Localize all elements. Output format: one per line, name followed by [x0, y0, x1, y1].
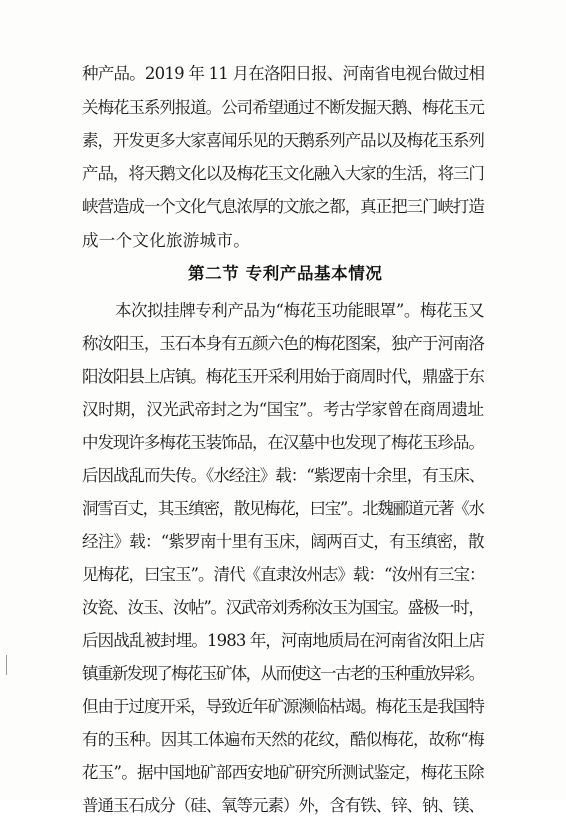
text-line: 汉时期，汉光武帝封之为“国宝”。考古学家曾在商周遗址 — [82, 400, 484, 419]
text-line: 后因战乱而失传。《水经注》载：“紫逻南十余里，有玉床、 — [82, 466, 485, 485]
text-line: 汝瓷、汝玉、汝帖”。汉武帝刘秀称汝玉为国宝。盛极一时， — [82, 598, 484, 617]
scan-margin-mark — [6, 655, 7, 675]
text-line: 经注》载：“紫罗南十里有玉床，阔两百丈，有玉缜密，散 — [82, 532, 484, 551]
text-line: 普通玉石成分（硅、氧等元素）外，含有铁、锌、钠、镁、 — [82, 796, 484, 815]
text-line: 称汝阳玉，玉石本身有五颜六色的梅花图案，独产于河南洛 — [82, 334, 484, 353]
text-line: 阳汝阳县上店镇。梅花玉开采利用始于商周时代，鼎盛于东 — [82, 367, 484, 386]
text-line: 有的玉种。因其工体遍布天然的花纹，酷似梅花，故称“梅 — [82, 730, 484, 749]
text-line: 花玉”。据中国地矿部西安地矿研究所测试鉴定，梅花玉除 — [82, 763, 484, 782]
text-line: 洞雪百丈，其玉缜密，散见梅花，曰宝”。北魏郦道元著《水 — [82, 499, 484, 518]
text-line: 关梅花玉系列报道。公司希望通过不断发掘天鹅、梅花玉元 — [82, 98, 484, 117]
text-line: 种产品。2019 年 11 月在洛阳日报、河南省电视台做过相 — [82, 64, 485, 83]
text-line: 成一个文化旅游城市。 — [82, 231, 250, 250]
text-line: 本次拟挂牌专利产品为“梅花玉功能眼罩”。梅花玉又 — [115, 301, 485, 320]
text-line: 素，开发更多大家喜闻乐见的天鹅系列产品以及梅花玉系列 — [82, 131, 484, 150]
text-line: 见梅花，曰宝玉”。清代《直隶汝州志》载：“汝州有三宝： — [82, 565, 485, 584]
text-line: 后因战乱被封埋。1983 年，河南地质局在河南省汝阳上店 — [82, 631, 485, 650]
section-heading: 第二节 专利产品基本情况 — [188, 264, 383, 283]
text-line: 镇重新发现了梅花玉矿体，从而使这一古老的玉种重放异彩。 — [82, 664, 484, 683]
text-line: 但由于过度开采，导致近年矿源濒临枯竭。梅花玉是我国特 — [82, 697, 484, 716]
text-line: 峡营造成一个文化气息浓厚的文旅之都，真正把三门峡打造 — [82, 197, 484, 216]
text-line: 产品，将天鹅文化以及梅花玉文化融入大家的生活，将三门 — [82, 164, 484, 183]
text-line: 中发现许多梅花玉装饰品，在汉墓中也发现了梅花玉珍品。 — [82, 433, 484, 452]
